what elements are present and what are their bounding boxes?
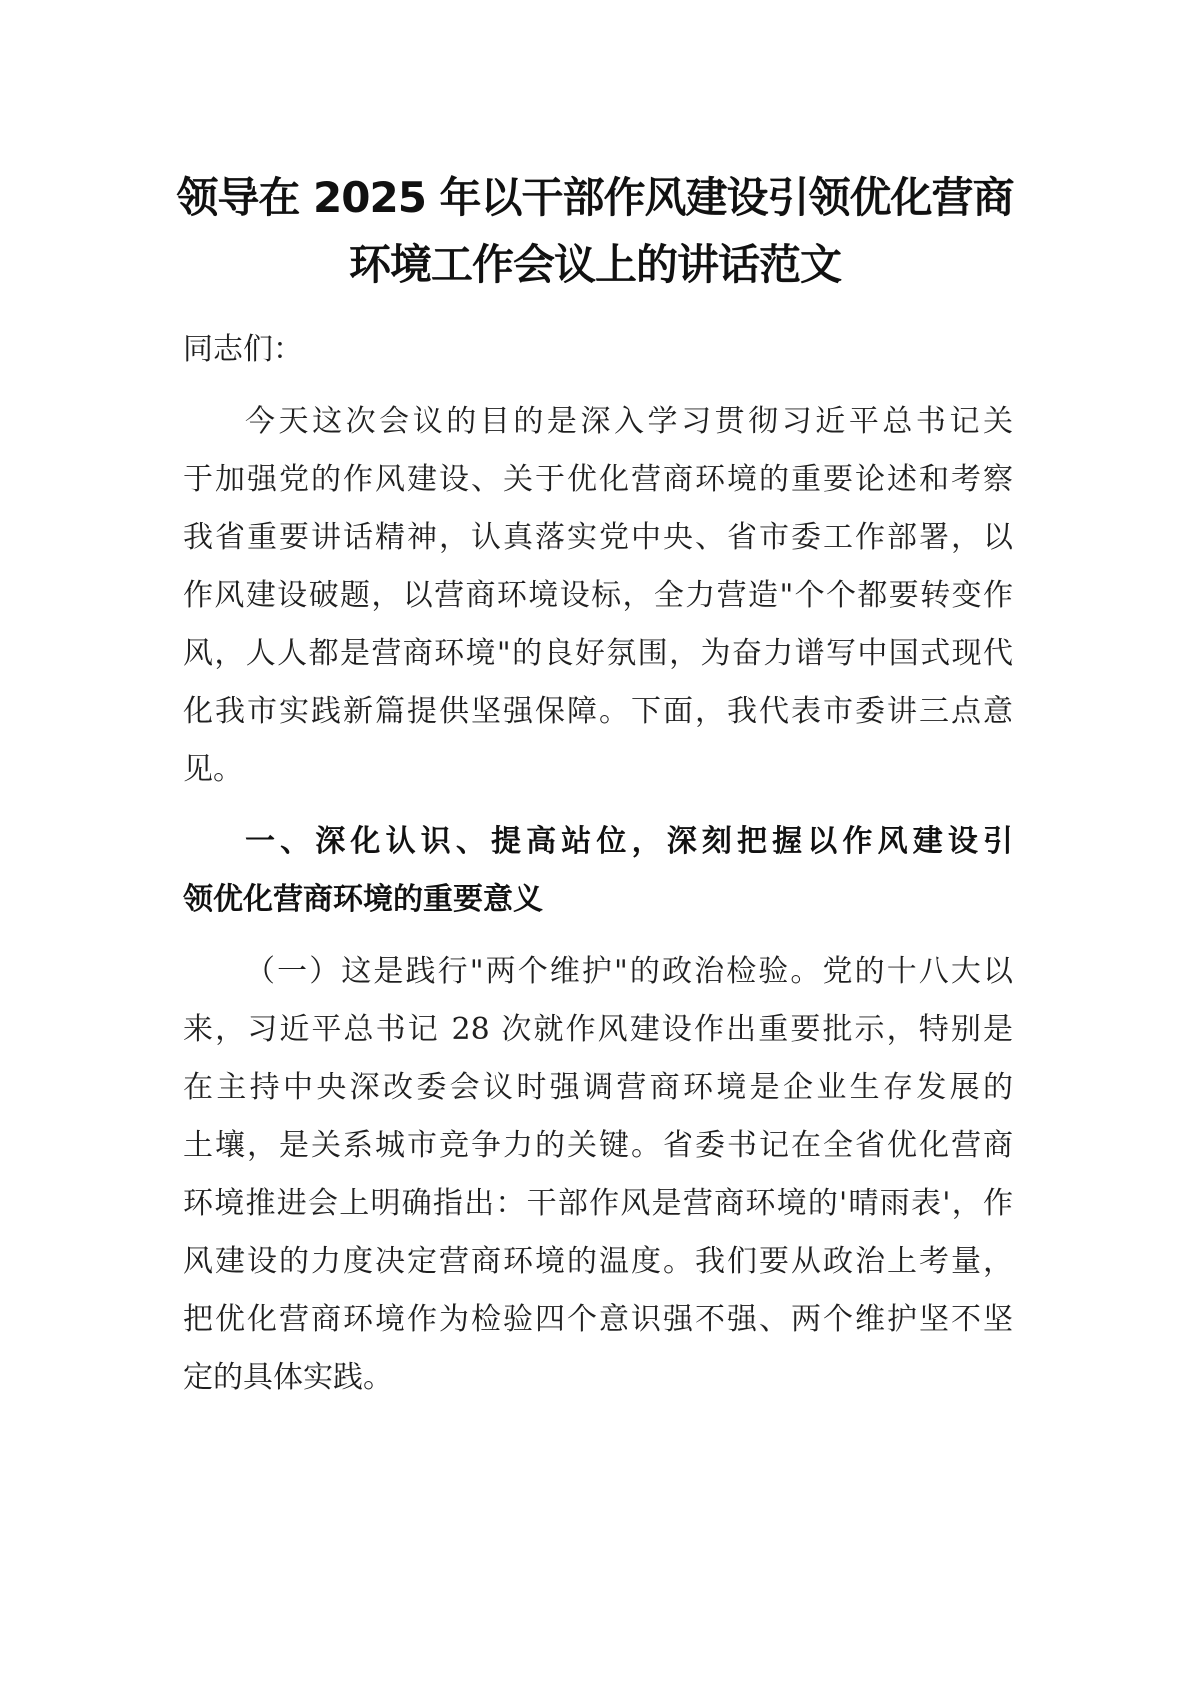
paragraph-line: 在主持中央深改委会议时强调营商环境是企业生存发展的: [183, 1070, 1013, 1105]
intro-line: 我省重要讲话精神，认真落实党中央、省市委工作部署，以: [183, 520, 1013, 555]
intro-line: 今天这次会议的目的是深入学习贯彻习近平总书记关: [245, 404, 1013, 439]
intro-line: 风，人人都是营商环境"的良好氛围，为奋力谱写中国式现代: [183, 636, 1013, 671]
paragraph-line: 来，习近平总书记 28 次就作风建设作出重要批示，特别是: [183, 1012, 1013, 1047]
intro-line: 见。: [183, 752, 243, 787]
salutation: 同志们：: [183, 332, 303, 367]
section-heading-line: 领优化营商环境的重要意义: [183, 882, 543, 917]
document-title-line-1: 领导在 2025 年以干部作风建设引领优化营商: [176, 173, 1014, 222]
document-title-line-2: 环境工作会议上的讲话范文: [348, 240, 841, 289]
paragraph-line: 把优化营商环境作为检验四个意识强不强、两个维护坚不坚: [183, 1302, 1013, 1337]
intro-line: 作风建设破题，以营商环境设标，全力营造"个个都要转变作: [183, 578, 1013, 613]
paragraph-line: 定的具体实践。: [183, 1360, 393, 1395]
intro-line: 于加强党的作风建设、关于优化营商环境的重要论述和考察: [183, 462, 1013, 497]
section-heading-line: 一、深化认识、提高站位，深刻把握以作风建设引: [245, 824, 1013, 859]
paragraph-line: 风建设的力度决定营商环境的温度。我们要从政治上考量，: [183, 1244, 1013, 1279]
paragraph-line: 土壤，是关系城市竞争力的关键。省委书记在全省优化营商: [183, 1128, 1013, 1163]
intro-line: 化我市实践新篇提供坚强保障。下面，我代表市委讲三点意: [183, 694, 1013, 729]
paragraph-line: （一）这是践行"两个维护"的政治检验。党的十八大以: [245, 954, 1013, 989]
paragraph-line: 环境推进会上明确指出：干部作风是营商环境的'晴雨表'，作: [183, 1186, 1013, 1221]
